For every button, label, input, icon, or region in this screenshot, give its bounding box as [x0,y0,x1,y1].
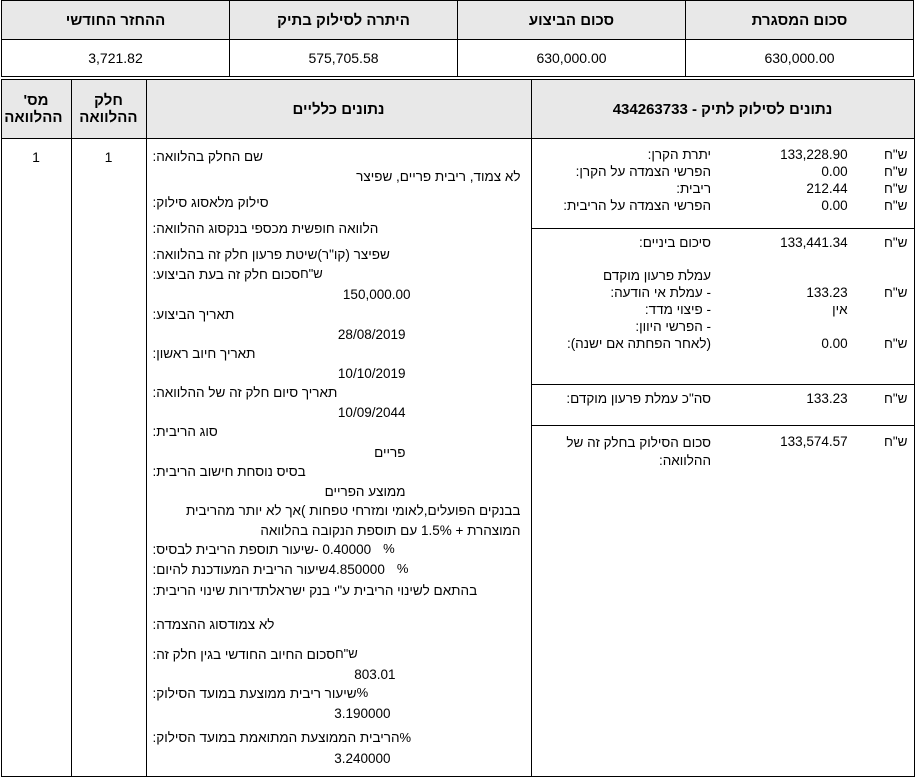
early-fee-unit-no-notice: ש"ח [883,285,908,300]
unit-margin: % [383,541,395,557]
early-fee-unit-discount [854,318,914,335]
early-fee-line-no-notice [532,284,914,301]
summary-header-row [2,1,914,40]
field-adj-avg-rate [153,729,521,748]
field-first-charge-date [153,344,521,363]
settlement-amount-interest-linkage: 0.00 [821,198,848,213]
settlement-total-row [532,426,914,472]
settlement-label-principal: יתרת הקרן: [647,147,712,162]
cell-loan-part-number: 1 [71,139,146,777]
field-margin [153,540,521,559]
label-adj-avg-rate: הריבית הממוצעת המתואמת במועד הסילוק: [152,730,400,746]
settlement-subtotal-label: סיכום ביניים: [532,229,718,252]
value-interest-type: פריים [374,444,406,460]
value-linkage-type: לא צמוד [227,616,275,632]
early-fee-label-index-comp: - פיצוי מדד: [644,302,712,317]
unit-current-rate: % [396,561,409,577]
header-general-data: נתונים כלליים [146,80,531,139]
early-fee-title-row [532,267,914,284]
unit-avg-rate: % [356,685,369,701]
label-monthly-charge: סכום החיוב החודשי בגין חלק זה: [152,646,336,662]
value-interest-basis: ממוצע הפריים [324,483,406,499]
settlement-unit-principal-linkage: ש"ח [883,164,908,179]
label-interest-basis: בסיס נוסחת חישוב הריבית: [152,463,306,479]
unit-exec-amount: ש"ח [300,266,323,282]
settlement-spacer-1 [532,214,914,229]
field-avg-rate [153,684,521,703]
value-margin: 0.40000 - [314,542,372,558]
early-fee-title-unit [854,267,914,284]
value-avg-rate: 3.190000 [334,706,391,722]
settlement-line-principal [532,139,914,163]
cell-loan-number: 1 [1,139,71,777]
early-fee-total-row [532,385,914,408]
label-repay-method: שיטת פרעון חלק זה בהלוואה: [152,247,318,263]
general-data-column [146,139,531,777]
settlement-subtotal-row [532,229,914,252]
early-fee-total-amount: 133.23 [717,385,854,408]
early-fee-amount-no-notice: 133.23 [806,285,848,300]
value-exec-amount: 150,000.00 [342,287,411,303]
summary-header-monthly: ההחזר החודשי [2,1,230,40]
field-linkage-type [153,615,521,634]
header-settlement-data: נתונים לסילוק לתיק - 434263733 [531,80,914,139]
detail-row [1,139,914,777]
early-fee-unit-index-comp [854,301,914,318]
settlement-spacer-2 [532,251,914,267]
settlement-spacer-3 [532,352,914,385]
summary-header-execution: סכום הביצוע [458,1,686,40]
summary-table [1,0,914,77]
settlement-amount-principal: 133,228.90 [780,147,848,162]
field-current-rate [153,560,521,579]
detail-header-row [1,80,914,139]
value-current-rate: 4.850000 [328,562,385,578]
summary-value-monthly: 3,721.82 [2,40,230,77]
label-end-date: תאריך סיום חלק זה של ההלוואה: [152,385,338,401]
label-margin: שיעור תוספת הריבית לבסיס: [152,542,315,558]
settlement-subtotal-unit: ש"ח [854,229,914,252]
settlement-line-interest-linkage [532,197,914,214]
label-change-frequency: תדירות שינוי הריבית: [152,582,270,598]
settlement-label-interest-linkage: הפרשי הצמדה על הריבית: [563,198,712,213]
settlement-unit-principal: ש"ח [883,147,908,162]
label-exec-amount: סכום חלק זה בעת הביצוע: [152,267,301,283]
early-fee-amount-discount [717,318,854,335]
value-monthly-charge: 803.01 [354,666,396,682]
settlement-amount-interest: 212.44 [806,181,848,196]
value-settle-type: סילוק מלא [209,194,269,210]
early-fee-line-discount [532,318,914,335]
early-fee-total-label: סה"כ עמלת פרעון מוקדם: [532,385,718,408]
summary-header-balance: היתרה לסילוק בתיק [230,1,458,40]
field-interest-basis [153,462,521,481]
value-loan-type: הלוואה חופשית מכספי בנק [226,220,379,236]
value-end-date: 10/09/2044 [337,405,406,421]
value-part-name: לא צמוד, ריבית פריים, שפיצר [356,169,521,185]
detail-table [1,79,915,777]
settlement-line-principal-linkage [532,163,914,180]
field-repay-method [153,245,521,264]
field-end-date [153,383,521,402]
unit-monthly-charge: ש"ח [335,645,358,661]
settlement-amount-principal-linkage: 0.00 [821,164,848,179]
label-exec-date: תאריך הביצוע: [152,306,235,322]
settlement-total-label: סכום הסילוק בחלק זה של ההלוואה: [532,426,718,472]
value-change-frequency: בהתאם לשינוי הריבית ע"י בנק ישראל [269,582,478,598]
label-avg-rate: שיעור ריבית ממוצעת במועד הסילוק: [152,686,357,702]
settlement-column [531,139,914,777]
note-interest-basis: בבנקים הפועלים,לאומי ומזרחי טפחות )אך לא יותר מהריבית המוצהרת + 1.5% עם תוספת הנקובה בהלוואה [185,503,521,538]
settlement-unit-interest: ש"ח [883,181,908,196]
value-exec-date: 28/08/2019 [337,326,406,342]
early-fee-title: עמלת פרעון מוקדם [603,268,712,283]
early-fee-amount-index-comp: אין [832,302,848,317]
label-first-charge-date: תאריך חיוב ראשון: [152,345,256,361]
settlement-label-interest: ריבית: [676,181,712,196]
summary-value-balance: 575,705.58 [230,40,458,77]
label-loan-type: סוג ההלוואה: [152,220,227,236]
label-current-rate: שיעור הריבית המעודכנת להיום: [152,562,329,578]
label-part-name: שם החלק בהלוואה: [152,149,264,164]
summary-value-framework: 630,000.00 [686,40,914,77]
settlement-breakdown-table [532,139,914,471]
label-interest-type: סוג הריבית: [152,424,218,440]
settlement-unit-interest-linkage: ש"ח [883,198,908,213]
unit-adj-avg-rate: % [399,730,412,746]
early-fee-label-after-reduction: (לאחר הפחתה אם ישנה): [566,336,712,351]
settlement-total-unit: ש"ח [854,426,914,472]
field-monthly-charge [153,645,521,664]
field-interest-type [153,422,521,441]
header-loan-part: חלק ההלוואה [71,80,146,139]
summary-value-row [2,40,914,77]
early-fee-label-discount: - הפרשי היוון: [635,319,712,334]
early-fee-amount-after-reduction: 0.00 [821,336,848,351]
label-settle-type: סוג סילוק: [152,194,210,210]
settlement-subtotal-amount: 133,441.34 [717,229,854,252]
field-exec-amount [153,265,521,284]
settlement-line-interest [532,180,914,197]
summary-header-framework: סכום המסגרת [686,1,914,40]
value-first-charge-date: 10/10/2019 [337,365,406,381]
summary-value-execution: 630,000.00 [458,40,686,77]
field-change-frequency [153,581,521,600]
early-fee-title-amount [717,267,854,284]
header-loan-no: מס' ההלוואה [1,80,71,139]
field-exec-date [153,305,521,324]
early-fee-total-unit: ש"ח [854,385,914,408]
value-adj-avg-rate: 3.240000 [334,751,391,767]
early-fee-line-index-comp [532,301,914,318]
settlement-spacer-4 [532,407,914,426]
value-repay-method: שפיצר (קו"ר) [317,247,390,263]
settlement-label-principal-linkage: הפרשי הצמדה על הקרן: [575,164,712,179]
field-part-name [153,147,521,166]
early-fee-label-no-notice: - עמלת אי הודעה: [610,285,712,300]
label-linkage-type: סוג ההצמדה: [152,616,228,632]
early-fee-line-after-reduction [532,335,914,352]
early-fee-unit-after-reduction: ש"ח [883,336,908,351]
settlement-total-amount: 133,574.57 [717,426,854,472]
field-loan-type [153,219,521,238]
field-settle-type [153,193,521,212]
